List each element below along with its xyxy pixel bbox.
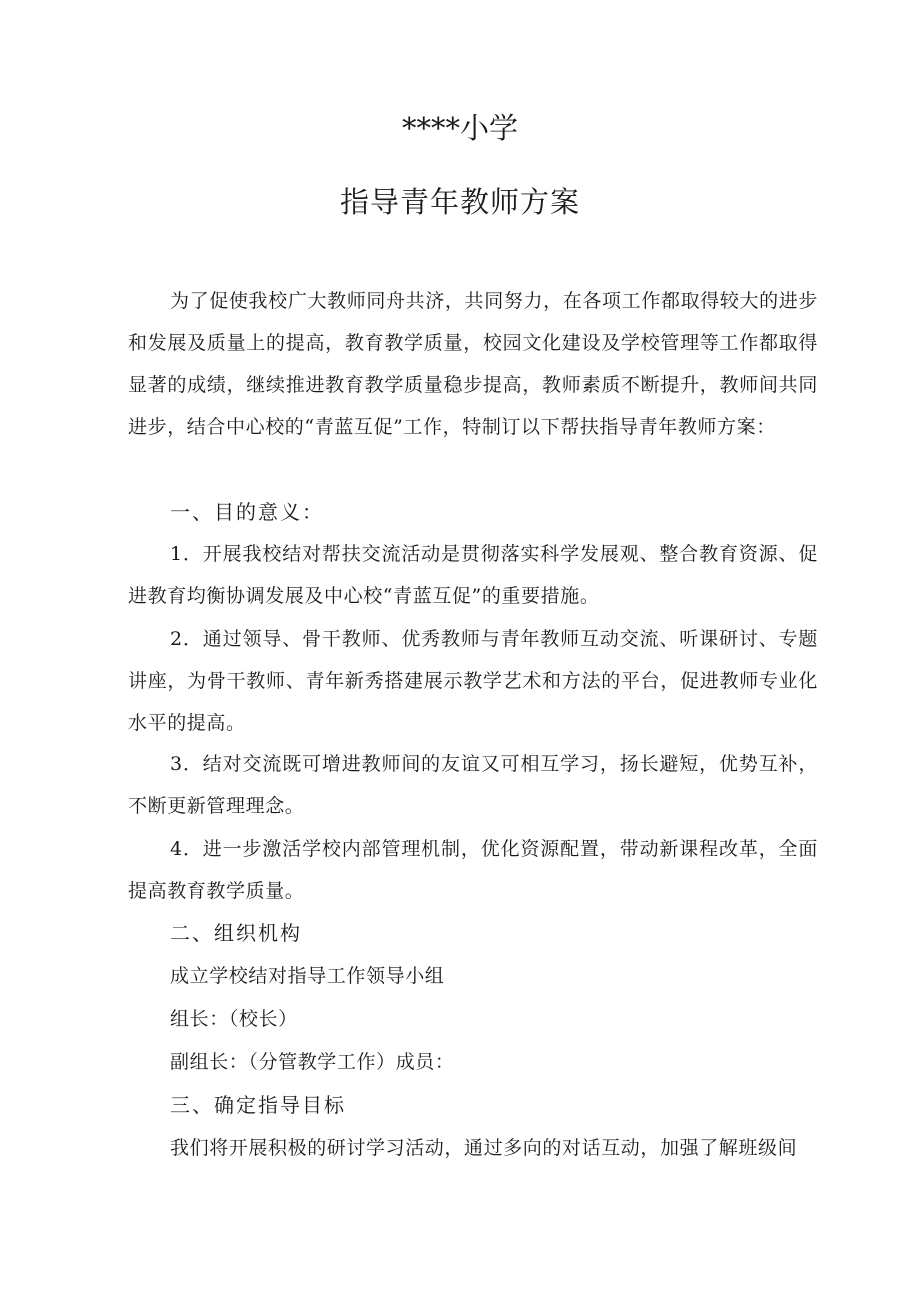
purpose-item-1: 1．开展我校结对帮扶交流活动是贯彻落实科学发展观、整合教育资源、促进教育均衡协调发展及中心校“青蓝互促”的重要措施。 (128, 543, 818, 607)
document-title: 指导青年教师方案 (339, 185, 580, 219)
school-name: ****小学 (401, 111, 518, 145)
purpose-item-4: 4．进一步激活学校内部管理机制，优化资源配置，带动新课程改革，全面提高教育教学质量。 (128, 838, 818, 902)
section-heading-purpose: 一、目的意义： (170, 500, 324, 524)
intro-paragraph: 为了促使我校广大教师同舟共济，共同努力，在各项工作都取得较大的进步和发展及质量上的提高，教育教学质量，校园文化建设及学校管理等工作都取得显著的成绩，继续推进教育教学质量稳步提高，教师素质不断提升，教师间共同进步，结合中心校的“青蓝互促”工作，特制订以下帮扶指导青年教师方案： (128, 290, 818, 438)
purpose-item-2: 2．通过领导、骨干教师、优秀教师与青年教师互动交流、听课研讨、专题讲座，为骨干教师、青年新秀搭建展示教学艺术和方法的平台，促进教师专业化水平的提高。 (128, 628, 818, 734)
organization-line-group: 成立学校结对指导工作领导小组 (170, 965, 445, 987)
organization-line-leader: 组长：（校长） (170, 1008, 298, 1030)
section-heading-goals: 三、确定指导目标 (170, 1093, 346, 1117)
organization-line-deputy: 副组长：（分管教学工作）成员： (170, 1051, 455, 1073)
goals-paragraph: 我们将开展积极的研讨学习活动，通过多向的对话互动，加强了解班级间 (170, 1137, 798, 1159)
purpose-item-3: 3．结对交流既可增进教师间的友谊又可相互学习，扬长避短，优势互补，不断更新管理理念。 (128, 753, 818, 817)
section-heading-organization: 二、组织机构 (170, 921, 302, 945)
